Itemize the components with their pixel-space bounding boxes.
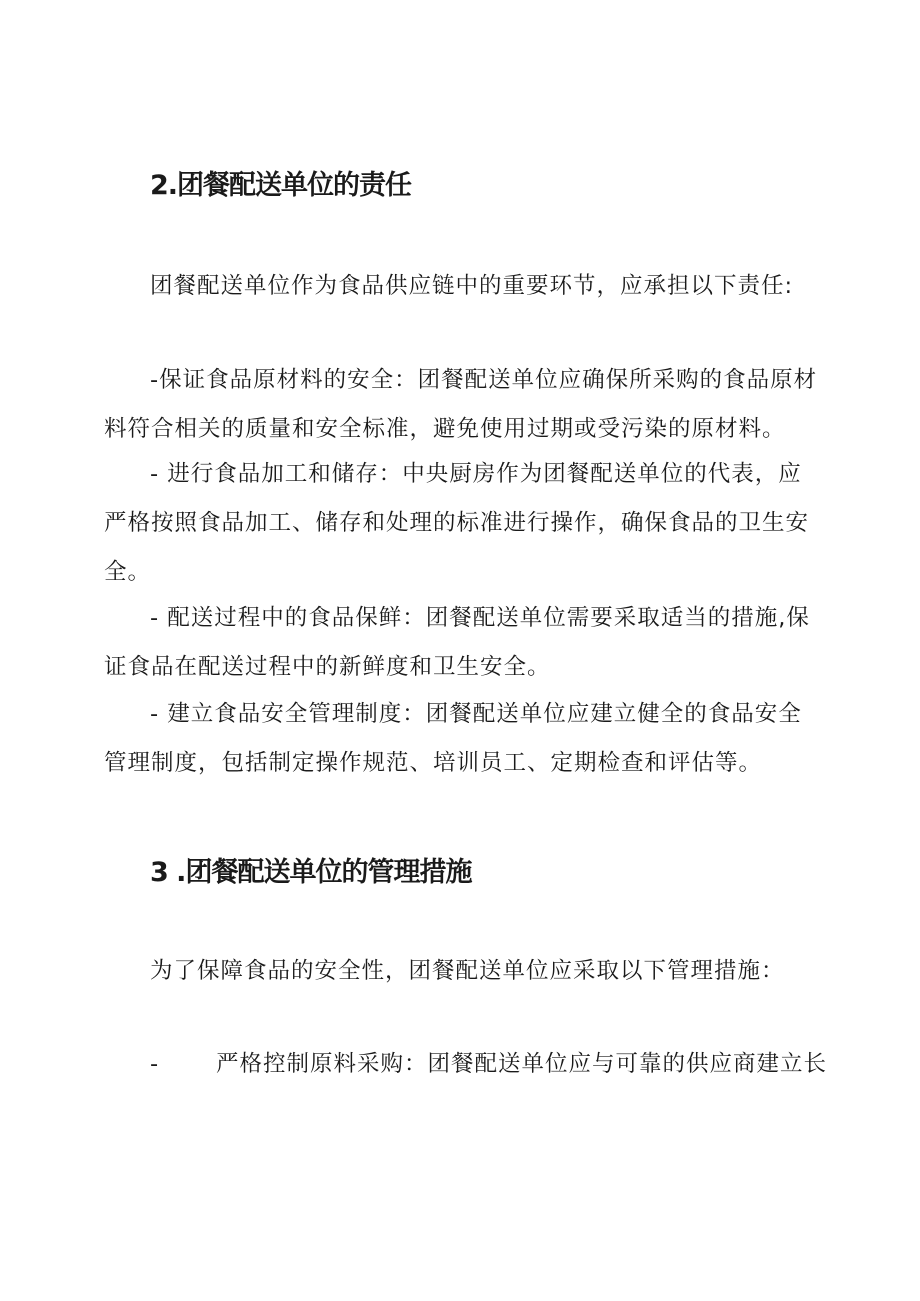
list-item-line: 证食品在配送过程中的新鲜度和卫生安全。 bbox=[104, 654, 551, 680]
section-3-intro: 为了保障食品的安全性，团餐配送单位应采取以下管理措施： bbox=[150, 958, 785, 984]
list-item-line: 管理制度，包括制定操作规范、培训员工、定期检查和评估等。 bbox=[104, 750, 763, 776]
list-item-line: 严格按照食品加工、储存和处理的标准进行操作，确保食品的卫生安 bbox=[104, 510, 810, 536]
section-2-heading: 2.团餐配送单位的责任 bbox=[150, 170, 412, 201]
list-item-raw-material-safety bbox=[104, 356, 824, 454]
list-dash: - bbox=[150, 1051, 160, 1077]
list-item-delivery-freshness bbox=[104, 594, 824, 692]
list-item-text: 严格控制原料采购：团餐配送单位应与可靠的供应商建立长 bbox=[216, 1051, 828, 1077]
list-item-line: 全。 bbox=[104, 559, 152, 585]
list-item-line: - 配送过程中的食品保鲜：团餐配送单位需要采取适当的措施,保 bbox=[150, 605, 810, 631]
section-3-heading: 3 .团餐配送单位的管理措施 bbox=[150, 857, 472, 888]
list-item-line: 料符合相关的质量和安全标准，避免使用过期或受污染的原材料。 bbox=[104, 416, 786, 442]
list-item-line: - 进行食品加工和储存：中央厨房作为团餐配送单位的代表，应 bbox=[150, 461, 802, 487]
list-item-line: - 建立食品安全管理制度：团餐配送单位应建立健全的食品安全 bbox=[150, 701, 802, 727]
list-item-management-system bbox=[104, 690, 824, 788]
section-2-intro: 团餐配送单位作为食品供应链中的重要环节，应承担以下责任: bbox=[150, 273, 794, 299]
list-item-strict-procurement bbox=[150, 1040, 827, 1088]
list-item-line: -保证食品原材料的安全：团餐配送单位应确保所采购的食品原材 bbox=[150, 367, 818, 393]
list-item-processing-storage bbox=[104, 450, 824, 597]
